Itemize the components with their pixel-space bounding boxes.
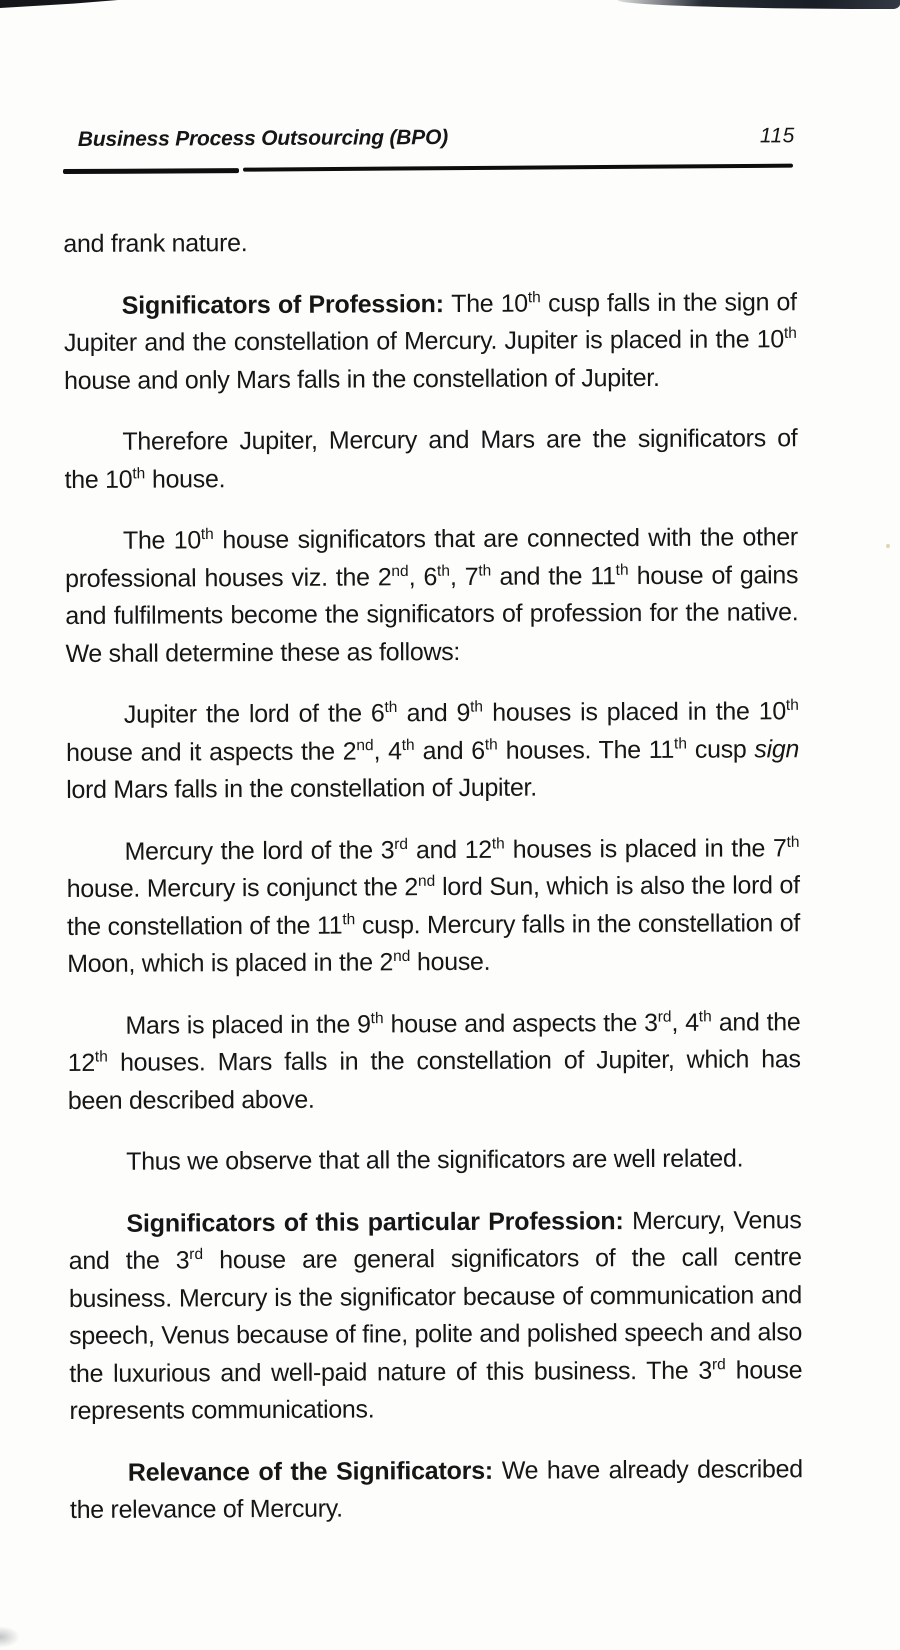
ordinal-superscript: nd <box>391 562 409 580</box>
paragraph <box>66 830 800 984</box>
text-run: house of gains and fulfilments become the significators of profession for the native. We shall determine these as follows: <box>65 560 799 668</box>
text-run: houses is placed in the 7 <box>504 833 787 864</box>
header-rule-left-segment <box>63 168 239 174</box>
page-header <box>63 124 795 152</box>
text-run: houses. Mars falls in the constellation of Jupiter, which has been described above. <box>67 1045 801 1115</box>
ordinal-superscript: th <box>132 464 146 482</box>
ordinal-superscript: th <box>436 562 450 580</box>
bold-lead-in: Significators of Profession: <box>121 289 452 320</box>
text-run: and the 11 <box>491 561 616 591</box>
paragraph <box>64 420 797 499</box>
bold-lead-in: Relevance of the Significators: <box>127 1456 502 1487</box>
paragraph <box>67 1004 801 1120</box>
paragraph <box>65 519 799 673</box>
ordinal-superscript: th <box>370 1009 384 1027</box>
ordinal-superscript: rd <box>189 1245 204 1264</box>
text-run: house and only Mars falls in the constellation of Jupiter. <box>64 363 660 395</box>
text-run: Therefore Jupiter, Mercury and Mars are the significators of the 10 <box>64 424 798 494</box>
text-run: house and aspects the 3 <box>383 1008 658 1038</box>
text-run: The 10 <box>451 289 528 318</box>
ordinal-superscript: th <box>673 734 687 753</box>
text-run: cusp. Mercury falls in the constellation of Moon, which is placed in the 2 <box>67 908 801 979</box>
text-run: houses is placed in the 10 <box>482 697 786 727</box>
ordinal-superscript: th <box>491 834 505 852</box>
ordinal-superscript: th <box>342 910 356 928</box>
ordinal-superscript: th <box>384 698 398 717</box>
text-run: cusp <box>686 734 755 764</box>
ordinal-superscript: nd <box>356 736 374 754</box>
ordinal-superscript: th <box>615 561 629 579</box>
ordinal-superscript: th <box>786 833 800 851</box>
running-title: Business Process Outsourcing (BPO) <box>77 126 449 151</box>
ordinal-superscript: th <box>698 1007 712 1025</box>
ordinal-superscript: th <box>783 324 797 342</box>
ordinal-superscript: rd <box>394 835 409 853</box>
text-run: and 6 <box>414 736 485 765</box>
text-run: lord Mars falls in the constellation of Jupiter. <box>66 773 537 805</box>
text-run: lord Sun, which is also the lord of the constellation of the 11 <box>66 871 800 941</box>
ordinal-superscript: th <box>478 561 492 580</box>
text-run: and 12 <box>407 835 492 864</box>
page-number: 115 <box>759 124 795 148</box>
text-run: The 10 <box>122 526 201 555</box>
text-run: house significators that are connected with the other professional houses viz. the 2 <box>65 523 798 593</box>
text-run: houses. The 11 <box>497 735 675 765</box>
text-run: , 6 <box>408 562 438 591</box>
ordinal-superscript: nd <box>417 872 436 890</box>
ordinal-superscript: th <box>470 698 484 716</box>
header-rule <box>63 163 793 175</box>
paragraph <box>63 222 796 263</box>
text-run: and the 12 <box>67 1007 801 1078</box>
ordinal-superscript: th <box>484 735 498 754</box>
text-run: Mars is placed in the 9 <box>125 1009 371 1040</box>
paragraph <box>64 284 798 400</box>
paragraph <box>68 1140 801 1181</box>
body-text <box>63 222 803 1553</box>
ordinal-superscript: rd <box>711 1355 726 1373</box>
bold-lead-in: Significators of this particular Profession: <box>126 1206 633 1238</box>
text-run: and frank nature. <box>63 229 248 259</box>
text-run: cusp falls in the sign of Jupiter and the constellation of Mercury. Jupiter is placed in the 10 <box>63 287 797 358</box>
text-run: , 7 <box>449 562 479 591</box>
text-run: house. <box>410 947 491 977</box>
text-run: house. <box>145 464 226 494</box>
paragraph <box>70 1451 803 1530</box>
text-run: and 9 <box>397 698 471 728</box>
text-run: , 4 <box>671 1008 699 1037</box>
ordinal-superscript: th <box>200 525 214 543</box>
text-run: house are general significators of the call centre business. Mercury is the significator because of communication and speech, Venus because of fine, polite and polished speech and also the luxurious and well-paid nature of this business. The 3 <box>68 1243 803 1388</box>
ordinal-superscript: th <box>785 696 799 714</box>
ordinal-superscript: nd <box>392 947 411 965</box>
paragraph <box>66 693 800 809</box>
ordinal-superscript: rd <box>657 1008 672 1026</box>
text-run: Mercury, Venus and the 3 <box>68 1205 802 1276</box>
paragraph <box>68 1202 802 1431</box>
text-run: house and it aspects the 2 <box>65 737 357 767</box>
text-run: , 4 <box>373 736 402 765</box>
header-rule-right-segment <box>243 164 793 172</box>
text-run: We have already described the relevance of Mercury. <box>69 1454 803 1525</box>
italic-run: sign <box>754 734 800 763</box>
text-run: Thus we observe that all the significators are well related. <box>126 1144 744 1176</box>
ordinal-superscript: th <box>527 288 541 306</box>
text-run: Mercury the lord of the 3 <box>124 835 395 866</box>
ordinal-superscript: th <box>401 736 415 754</box>
text-run: house. Mercury is conjunct the 2 <box>66 873 419 904</box>
ordinal-superscript: th <box>94 1048 108 1066</box>
text-run: house represents communications. <box>69 1355 803 1426</box>
text-run: Jupiter the lord of the 6 <box>123 699 385 729</box>
